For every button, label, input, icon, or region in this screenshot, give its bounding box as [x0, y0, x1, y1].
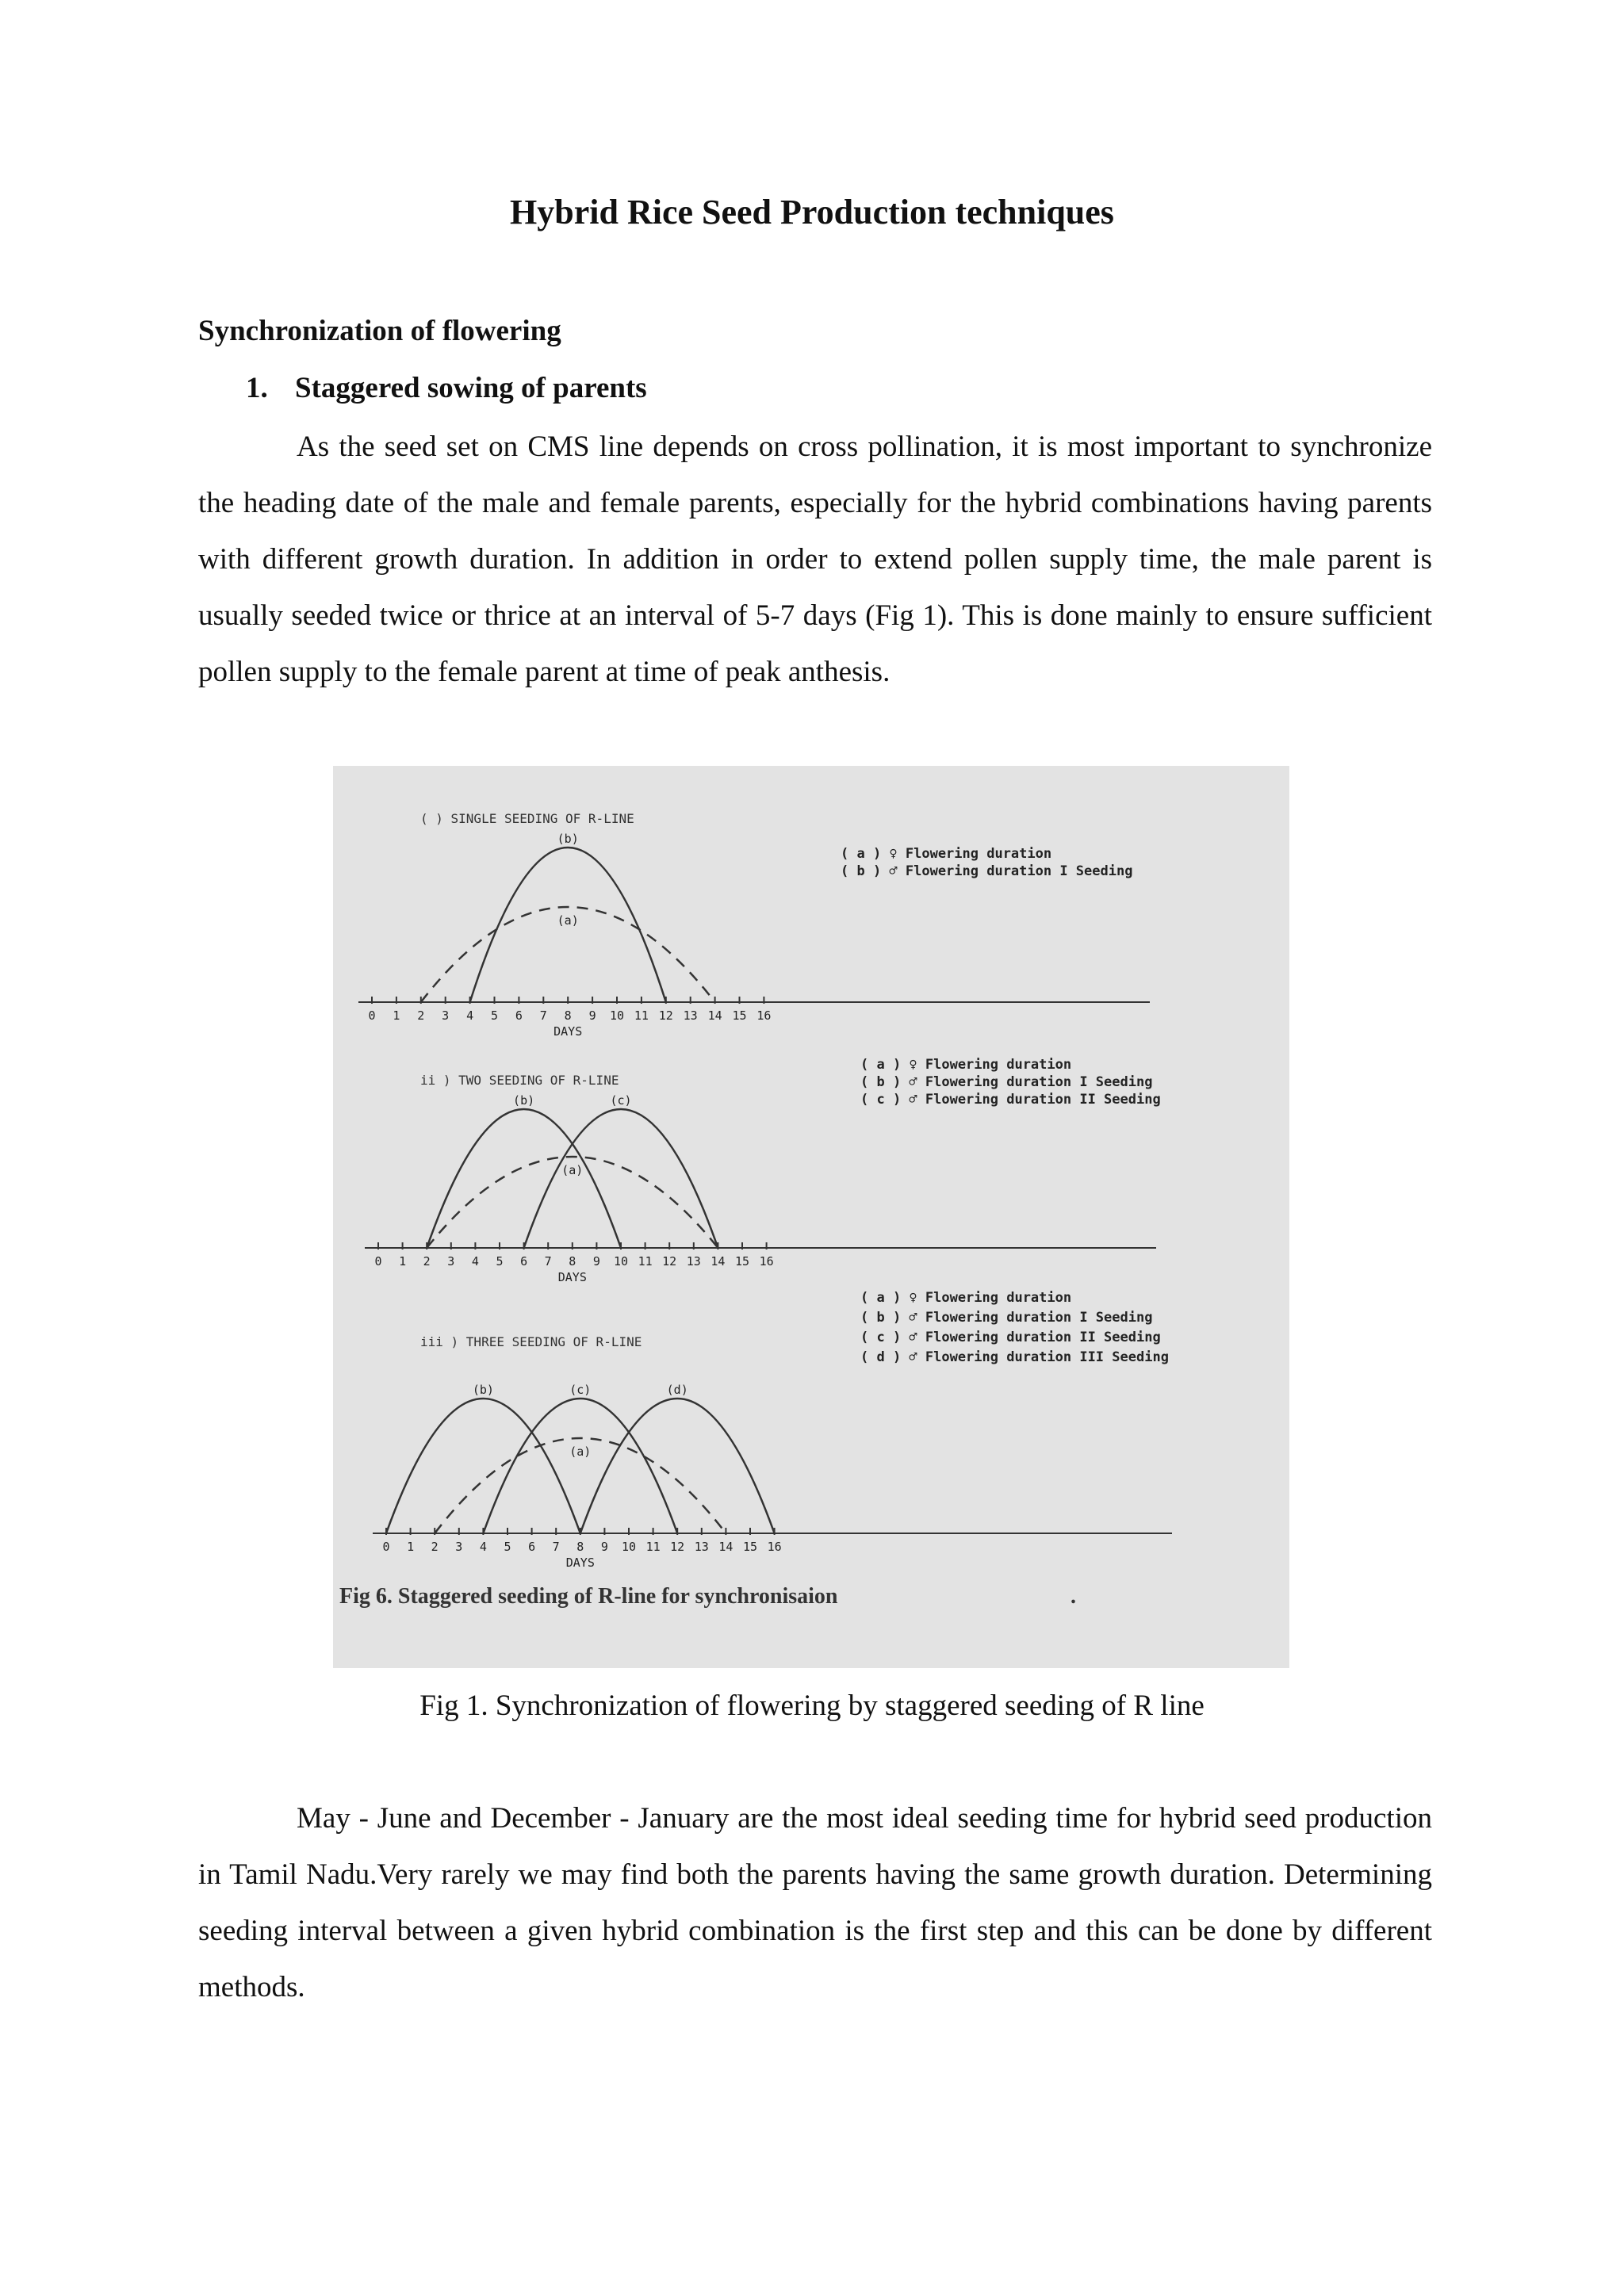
- curve-label: (b): [513, 1093, 535, 1108]
- axis-tick-label: 7: [544, 1254, 552, 1269]
- panel-3-title: iii ) THREE SEEDING OF R-LINE: [420, 1334, 642, 1349]
- axis-tick-label: 6: [520, 1254, 528, 1269]
- sub-heading: [246, 371, 647, 405]
- panel-3-legend-item: ( d ) ♂ Flowering duration III Seeding: [860, 1349, 1169, 1365]
- axis-tick-label: 11: [638, 1254, 653, 1269]
- axis-tick-label: 0: [368, 1008, 376, 1023]
- panel-2-axis-label: DAYS: [557, 1270, 587, 1284]
- axis-tick-label: 3: [442, 1008, 450, 1023]
- axis-tick-label: 8: [569, 1254, 576, 1269]
- axis-tick-label: 10: [613, 1254, 629, 1269]
- axis-tick-label: 8: [576, 1540, 584, 1554]
- panel-1-legend-item: ( a ) ♀ Flowering duration: [841, 846, 1052, 862]
- panel-1-legend-item: ( b ) ♂ Flowering duration I Seeding: [841, 863, 1133, 879]
- curve-label: (a): [569, 1445, 592, 1459]
- curve-label: (b): [472, 1383, 494, 1397]
- axis-tick-label: 4: [471, 1254, 479, 1269]
- axis-tick-label: 5: [496, 1254, 504, 1269]
- axis-tick-label: 10: [621, 1540, 637, 1554]
- axis-tick-label: 13: [694, 1540, 709, 1554]
- curve-label: (d): [666, 1383, 688, 1397]
- panel-2-legend-item: ( a ) ♀ Flowering duration: [860, 1057, 1072, 1073]
- sub-heading-text: Staggered sowing of parents: [295, 372, 647, 404]
- axis-tick-label: 1: [399, 1254, 407, 1269]
- curve-c: [524, 1109, 718, 1248]
- axis-tick-label: 16: [759, 1254, 774, 1269]
- axis-tick-label: 14: [707, 1008, 722, 1023]
- axis-tick-label: 12: [662, 1254, 677, 1269]
- axis-tick-label: 15: [734, 1254, 750, 1269]
- axis-tick-label: 14: [718, 1540, 733, 1554]
- axis-tick-label: 3: [447, 1254, 455, 1269]
- axis-tick-label: 5: [490, 1008, 499, 1023]
- axis-tick-label: 9: [600, 1540, 608, 1554]
- axis-tick-label: 13: [686, 1254, 701, 1269]
- axis-tick-label: 3: [455, 1540, 463, 1554]
- axis-tick-label: 10: [609, 1008, 625, 1023]
- sub-heading-number: 1.: [246, 372, 268, 404]
- axis-tick-label: 9: [592, 1254, 600, 1269]
- axis-tick-label: 7: [552, 1540, 560, 1554]
- axis-tick-label: 1: [407, 1540, 415, 1554]
- figure-inner-title: Fig 6. Staggered seeding of R-line for synchronisaion: [339, 1584, 838, 1609]
- paragraph-seeding-time: May - June and December - January are the most ideal seeding time for hybrid seed production in Tamil Nadu.Very rarely we may find both the parents having the same growth duration. Determining seeding interval between a given hybrid combination is the first step and this can be done by different methods.: [198, 1802, 1432, 2003]
- axis-tick-label: 13: [683, 1008, 698, 1023]
- axis-tick-label: 12: [658, 1008, 673, 1023]
- panel-1-title: ( ) SINGLE SEEDING OF R-LINE: [420, 811, 634, 826]
- panel-3-axis-label: DAYS: [565, 1556, 595, 1570]
- axis-tick-label: 12: [670, 1540, 685, 1554]
- axis-tick-label: 16: [767, 1540, 782, 1554]
- axis-tick-label: 2: [417, 1008, 425, 1023]
- figure-staggered-seeding: [333, 766, 1289, 1668]
- axis-tick-label: 9: [588, 1008, 596, 1023]
- curve-label: (a): [561, 1163, 584, 1177]
- figure-caption: Fig 1. Synchronization of flowering by staggered seeding of R line: [419, 1689, 1205, 1722]
- curve-label: (a): [557, 913, 579, 928]
- curve-label: (b): [557, 832, 579, 846]
- axis-tick-label: 4: [479, 1540, 487, 1554]
- figure-diagram: [333, 766, 1289, 1668]
- curve-c: [483, 1399, 677, 1533]
- axis-tick-label: 11: [645, 1540, 661, 1554]
- axis-tick-label: 5: [504, 1540, 511, 1554]
- panel-3-legend-item: ( b ) ♂ Flowering duration I Seeding: [860, 1310, 1153, 1326]
- axis-tick-label: 15: [732, 1008, 747, 1023]
- axis-tick-label: 2: [423, 1254, 431, 1269]
- axis-tick-label: 4: [466, 1008, 474, 1023]
- panel-3-legend-item: ( c ) ♂ Flowering duration II Seeding: [860, 1330, 1161, 1345]
- section-heading: Synchronization of flowering: [198, 315, 561, 347]
- axis-tick-label: 15: [742, 1540, 758, 1554]
- axis-tick-label: 6: [528, 1540, 536, 1554]
- axis-tick-label: 8: [564, 1008, 572, 1023]
- panel-2-legend-item: ( b ) ♂ Flowering duration I Seeding: [860, 1074, 1153, 1090]
- page-title: Hybrid Rice Seed Production techniques: [510, 193, 1114, 232]
- axis-tick-label: 2: [431, 1540, 439, 1554]
- axis-tick-label: 1: [393, 1008, 400, 1023]
- panel-2-legend-item: ( c ) ♂ Flowering duration II Seeding: [860, 1092, 1161, 1108]
- panel-3-legend-item: ( a ) ♀ Flowering duration: [860, 1290, 1072, 1306]
- axis-tick-label: 7: [539, 1008, 547, 1023]
- axis-tick-label: 6: [515, 1008, 523, 1023]
- curve-b: [427, 1109, 621, 1248]
- axis-tick-label: 14: [710, 1254, 726, 1269]
- curve-d: [580, 1399, 775, 1533]
- axis-tick-label: 0: [382, 1540, 390, 1554]
- axis-tick-label: 16: [756, 1008, 772, 1023]
- curve-b: [386, 1399, 580, 1533]
- panel-1-axis-label: DAYS: [553, 1024, 583, 1039]
- curve-label: (c): [610, 1093, 632, 1108]
- figure-inner-title-mark: .: [1071, 1584, 1076, 1609]
- paragraph-intro: As the seed set on CMS line depends on cross pollination, it is most important to synchronize the heading date of the male and female parents, especially for the hybrid combinations having parents with different growth duration. In addition in order to extend pollen supply time, the male parent is usually seeded twice or thrice at an interval of 5-7 days (Fig 1). This is done mainly to ensure sufficient pollen supply to the female parent at time of peak anthesis.: [198, 430, 1432, 688]
- axis-tick-label: 0: [374, 1254, 382, 1269]
- axis-tick-label: 11: [634, 1008, 649, 1023]
- panel-2-title: ii ) TWO SEEDING OF R-LINE: [420, 1073, 619, 1088]
- curve-label: (c): [569, 1383, 592, 1397]
